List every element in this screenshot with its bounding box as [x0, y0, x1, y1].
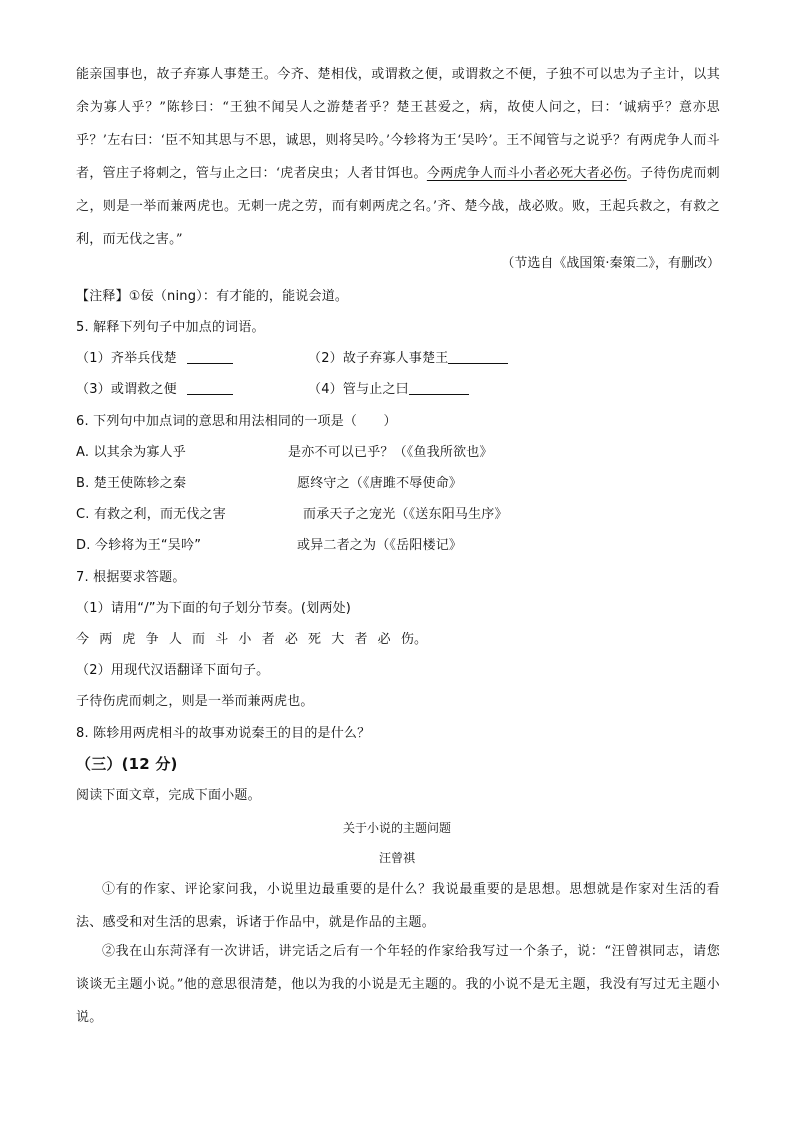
q6-option-a[interactable]: [76, 443, 493, 463]
q6-option-a-right: 是亦不可以已乎？（《鱼我所欲也》: [288, 445, 493, 460]
article-p1-text: ①有的作家、评论家问我，小说里边最重要的是什么？我说最重要的是思想。思想就是作家对生活的看法、感受和对生活的思索，诉诸于作品中，就是作品的主题。: [76, 882, 720, 930]
q5-item-3: （3）或谓救之便: [76, 382, 177, 397]
answer-blank[interactable]: [448, 349, 508, 364]
article-paragraph-1: [76, 873, 720, 939]
question-7: 7. 根据要求答题。: [76, 570, 186, 585]
q7-sub-1: （1）请用“/”为下面的句子划分节奏。(划两处): [76, 601, 352, 616]
article-author: 汪曾祺: [378, 851, 415, 865]
source-citation: （节选自《战国策·秦策二》，有删改）: [501, 256, 720, 271]
sentence-char: 死: [308, 632, 322, 647]
question-5: 5. 解释下列句子中加点的词语。: [76, 320, 265, 335]
q6-option-c[interactable]: [76, 505, 508, 525]
q5-item-2: （2）故子弃寡人事楚王: [308, 351, 449, 366]
annotation-note: 【注释】①佞（ning）：有才能的，能说会道。: [76, 289, 349, 304]
answer-blank[interactable]: [187, 380, 233, 395]
sentence-char: 虎: [122, 632, 136, 647]
sentence-char: 者: [261, 632, 275, 647]
sentence-char: 争: [145, 632, 159, 647]
q5-row-1: [76, 349, 449, 369]
sentence-char: 而: [192, 632, 206, 647]
q5-item-2-wrap: [308, 349, 508, 369]
passage-text: 能亲国事也，故子弃寡人事楚王。今齐、楚相伐，或谓救之便，或谓救之不便，子独不可以忠为子主计，以其余为寡人乎？”陈轸曰：“王独不闻吴人之游楚者乎？楚王甚爱之，病，故使人问之，曰：‘诚病乎？意亦思乎？’左右曰：‘臣不知其思与不思，诚思，则将吴吟。’今轸将为王‘吴吟’。王不闻管与之说乎？有两虎争人而斗者，管庄子将刺之，管与止之曰：‘虎者戾虫；人者甘饵也。: [76, 67, 720, 181]
q5-item-4: （4）管与止之曰: [308, 382, 409, 397]
sentence-char: 人: [168, 632, 183, 647]
q5-item-1: （1）齐举兵伐楚: [76, 351, 177, 366]
q7-sentence[interactable]: [76, 630, 437, 650]
sentence-char: 今: [76, 632, 90, 647]
q6-option-b-right: 愿终守之（《唐雎不辱使命》: [297, 476, 463, 491]
q5-item-4-wrap: [308, 380, 469, 400]
sentence-char: 小: [238, 632, 252, 647]
article-title: 关于小说的主题问题: [342, 821, 451, 835]
sentence-char: 两: [99, 632, 113, 647]
q7-sub-2: （2）用现代汉语翻译下面句子。: [76, 663, 270, 678]
sentence-char: 大: [331, 632, 345, 647]
q6-option-c-right: 而承天子之宠光（《送东阳马生序》: [303, 507, 508, 522]
sentence-char: 必: [284, 632, 299, 647]
sentence-char: 伤。: [400, 632, 428, 647]
q6-option-d-right: 或异二者之为（《岳阳楼记》: [297, 538, 463, 553]
answer-blank[interactable]: [409, 380, 469, 395]
q6-option-a-left: A. 以其余为寡人乎: [76, 445, 186, 460]
q5-row-2: [76, 380, 409, 400]
underlined-sentence: 今两虎争人而斗小者必死大者必伤: [426, 166, 627, 181]
question-6: 6. 下列句中加点词的意思和用法相同的一项是（ ）: [76, 414, 397, 429]
q6-option-b-left: B. 楚王使陈轸之秦: [76, 476, 187, 491]
section-heading: （三）(12 分): [76, 755, 178, 773]
sentence-char: 斗: [215, 632, 229, 647]
passage-text-end: 。子待伤虎而刺之，则是一举而兼两虎也。无刺一虎之劳，而有刺两虎之名。’齐、楚今战，战必败。败，王起兵救之，有救之利，而无伐之害。”: [76, 166, 720, 247]
sentence-char: 者: [354, 632, 368, 647]
article-p2-text: ②我在山东菏泽有一次讲话，讲完话之后有一个年轻的作家给我写过一个条子，说：“汪曾祺同志，请您谈谈无主题小说。”他的意思很清楚，他以为我的小说是无主题的。我的小说不是无主题，我没有写过无主题小说。: [76, 944, 720, 1025]
passage-paragraph: [76, 58, 720, 256]
section-instruction: 阅读下面文章，完成下面小题。: [76, 788, 261, 803]
q6-option-c-left: C. 有救之利，而无伐之害: [76, 507, 226, 522]
sentence-char: 必: [377, 632, 391, 647]
question-8: 8. 陈轸用两虎相斗的故事劝说秦王的目的是什么？: [76, 726, 371, 741]
q6-option-d-left: D. 今轸将为王“吴吟”: [76, 538, 202, 553]
article-paragraph-2: [76, 935, 720, 1034]
q6-option-b[interactable]: [76, 474, 463, 494]
q7-translate-sentence: 子待伤虎而刺之，则是一举而兼两虎也。: [76, 694, 314, 709]
answer-blank[interactable]: [187, 349, 233, 364]
q6-option-d[interactable]: [76, 536, 463, 556]
